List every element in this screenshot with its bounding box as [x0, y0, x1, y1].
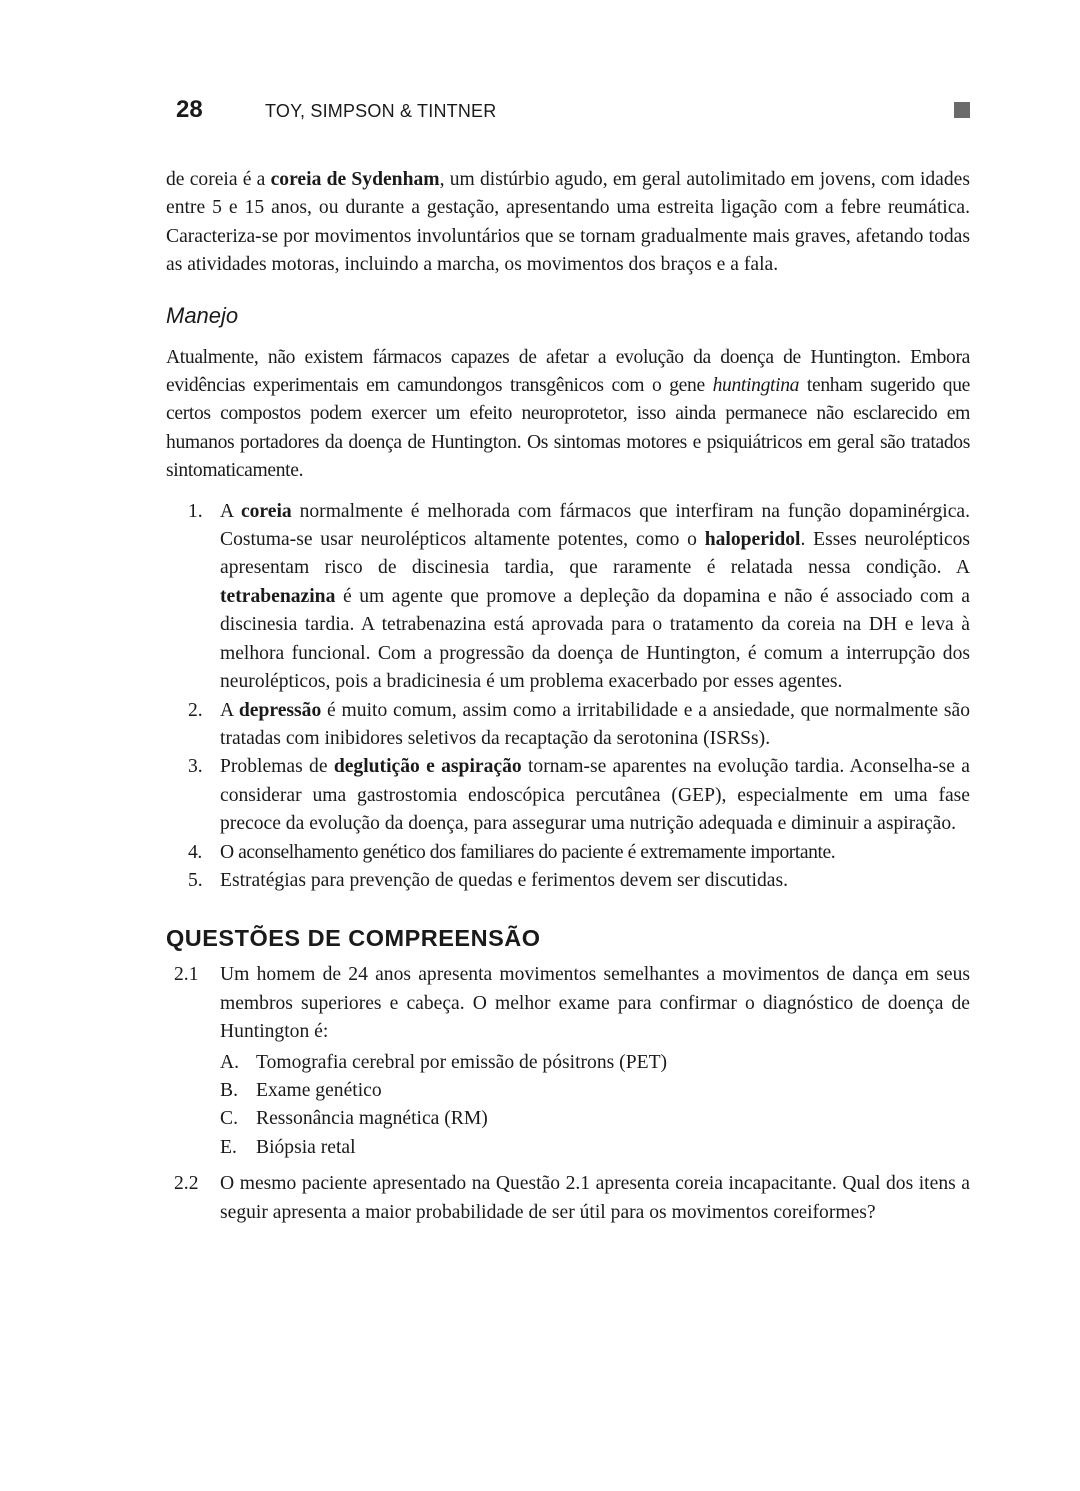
- manejo-heading: Manejo: [166, 302, 239, 328]
- option-text: Biópsia retal: [256, 1136, 356, 1158]
- header-square-ornament: [954, 102, 970, 118]
- question-number: 2.1: [174, 964, 199, 986]
- item-text: . Esses neurolépticos apresentam risco de discinesia tardia, que raramente é relatada nessa condição. A: [220, 529, 971, 579]
- item-bold-term: depressão: [238, 699, 322, 721]
- list-item: [166, 498, 970, 697]
- page-number: 28: [176, 96, 203, 123]
- list-item-number: 3.: [188, 756, 203, 778]
- list-item: [166, 697, 970, 754]
- question-2-2: [166, 1170, 970, 1227]
- intro-text-1: de coreia é a: [166, 169, 271, 190]
- item-text: A: [220, 500, 241, 522]
- item-bold-term: deglutição e aspiração: [333, 756, 522, 778]
- list-item-number: 1.: [188, 500, 203, 522]
- answer-option: [220, 1049, 970, 1077]
- questions-section-heading: QUESTÕES DE COMPREENSÃO: [166, 925, 541, 952]
- item-text: é muito comum, assim como a irritabilidade e a ansiedade, que normalmente são tratadas com inibidores seletivos da recaptação da serotonina (ISRSs).: [220, 699, 970, 749]
- list-item: [166, 839, 970, 867]
- management-list: [166, 498, 970, 896]
- item-bold-term: tetrabenazina: [220, 585, 336, 607]
- item-text: é um agente que promove a depleção da dopamina e não é associado com a discinesia tardia. A tetrabenazina está aprovada para o tratamento da coreia na DH e leva à melhora funcional. Com a progressão da doença de Huntington, é comum a interrupção dos neurolépticos, pois a bradicinesia é um problema exacerbado por esses agentes.: [220, 585, 970, 693]
- manejo-paragraph: [166, 344, 970, 486]
- intro-bold-term: coreia de Sydenham: [270, 169, 440, 190]
- question-text: Um homem de 24 anos apresenta movimentos semelhantes a movimentos de dança em seus membros superiores e cabeça. O melhor exame para confirmar o diagnóstico de doença de Huntington é:: [220, 964, 970, 1043]
- answer-options: [220, 1049, 970, 1163]
- page-header: [176, 96, 970, 128]
- question-2-1: [166, 961, 970, 1162]
- option-letter: B.: [220, 1079, 238, 1101]
- manejo-text-2: tenham sugerido que certos compostos podem exercer um efeito neuroprotetor, isso ainda permanece não esclarecido em humanos portadores da doença de Huntington. Os sintomas motores e psiquiátricos em geral são tratados sintomaticamente.: [166, 375, 970, 482]
- option-letter: C.: [220, 1108, 238, 1130]
- running-head: TOY, SIMPSON & TINTNER: [265, 101, 497, 121]
- item-bold-term: haloperidol: [704, 529, 801, 551]
- item-text: Estratégias para prevenção de quedas e ferimentos devem ser discutidas.: [220, 869, 788, 891]
- answer-option: [220, 1134, 970, 1162]
- manejo-text-1: Atualmente, não existem fármacos capazes de afetar a evolução da doença de Huntington. Embora evidências experimentais em camundongos transgênicos com o gene: [166, 346, 970, 397]
- answer-option: [220, 1077, 970, 1105]
- list-item-number: 5.: [188, 869, 203, 891]
- answer-option: [220, 1105, 970, 1133]
- item-text: O aconselhamento genético dos familiares do paciente é extremamente importante.: [220, 841, 836, 863]
- item-text: tornam-se aparentes na evolução tardia. Aconselha-se a considerar uma gastrostomia endoscópica percutânea (GEP), especialmente em uma fase precoce da evolução da doença, para assegurar uma nutrição adequada e diminuir a aspiração.: [220, 756, 970, 835]
- list-item-number: 4.: [188, 841, 202, 863]
- item-bold-term: coreia: [240, 500, 292, 522]
- list-item: [166, 753, 970, 838]
- option-letter: E.: [220, 1136, 237, 1158]
- item-text: A: [220, 699, 239, 721]
- item-text: normalmente é melhorada com fármacos que interfiram na função dopaminérgica. Costuma-se usar neurolépticos altamente potentes, como o: [220, 500, 971, 551]
- intro-paragraph: [166, 166, 970, 280]
- question-text: O mesmo paciente apresentado na Questão 2.1 apresenta coreia incapacitante. Qual dos itens a seguir apresenta a maior probabilidade de ser útil para os movimentos coreiformes?: [220, 1173, 970, 1223]
- option-text: Exame genético: [256, 1079, 382, 1101]
- option-text: Tomografia cerebral por emissão de pósitrons (PET): [256, 1051, 668, 1073]
- item-text: Problemas de: [220, 756, 334, 778]
- list-item: [166, 867, 970, 895]
- manejo-italic-gene: huntingtina: [712, 375, 800, 397]
- option-text: Ressonância magnética (RM): [256, 1108, 488, 1130]
- page-body: [166, 166, 970, 1227]
- intro-text-2: , um distúrbio agudo, em geral autolimitado em jovens, com idades entre 5 e 15 anos, ou durante a gestação, apresentando uma estreita ligação com a febre reumática. Caracteriza-se por movimentos involuntários que se tornam gradualmente mais graves, afetando todas as atividades motoras, incluindo a marcha, os movimentos dos braços e a fala.: [166, 169, 970, 276]
- option-letter: A.: [220, 1051, 240, 1073]
- list-item-number: 2.: [188, 699, 203, 721]
- question-number: 2.2: [174, 1173, 199, 1195]
